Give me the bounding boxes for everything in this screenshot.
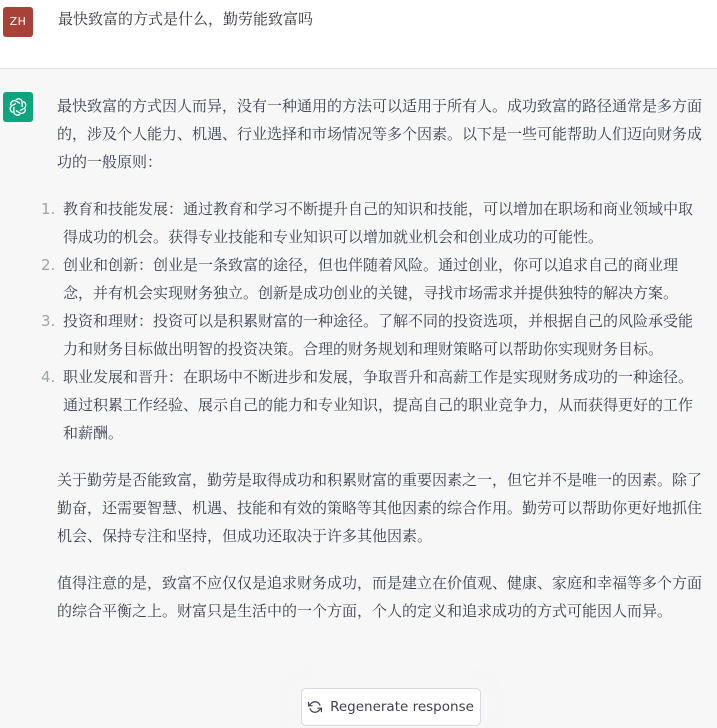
list-item-number: 4. <box>41 368 56 386</box>
user-avatar: ZH <box>3 7 33 37</box>
list-item-number: 1. <box>41 200 56 218</box>
user-message-row <box>0 0 717 69</box>
list-item-text: 创业和创新：创业是一条致富的途径，但也伴随着风险。通过创业，你可以追求自己的商业理念，并有机会实现财务独立。创新是成功创业的关键，寻找市场需求并提供独特的解决方案。 <box>63 256 679 302</box>
regenerate-response-button[interactable] <box>301 688 481 726</box>
regenerate-label: Regenerate response <box>330 699 474 715</box>
user-message-text: 最快致富的方式是什么，勤劳能致富吗 <box>58 10 314 28</box>
answer-paragraph-diligence: 关于勤劳是否能致富，勤劳是取得成功和积累财富的重要因素之一，但它并不是唯一的因素。除了勤奋，还需要智慧、机遇、技能和有效的策略等其他因素的综合作用。勤劳可以帮助你更好地抓住机会、保持专注和坚持，但成功还取决于许多其他因素。 <box>57 471 703 545</box>
list-item-number: 2. <box>41 256 56 274</box>
list-item-text: 教育和技能发展：通过教育和学习不断提升自己的知识和技能，可以增加在职场和商业领域中取得成功的机会。获得专业技能和专业知识可以增加就业机会和创业成功的可能性。 <box>63 200 694 246</box>
list-item-text: 投资和理财：投资可以是积累财富的一种途径。了解不同的投资选项，并根据自己的风险承受能力和财务目标做出明智的投资决策。合理的财务规划和理财策略可以帮助你实现财务目标。 <box>63 312 694 358</box>
list-item <box>41 307 705 363</box>
refresh-icon <box>308 700 322 714</box>
list-item <box>41 251 705 307</box>
answer-paragraph-balance: 值得注意的是，致富不应仅仅是追求财务成功，而是建立在价值观、健康、家庭和幸福等多个方面的综合平衡之上。财富只是生活中的一个方面，个人的定义和追求成功的方式可能因人而异。 <box>57 574 703 620</box>
list-item <box>41 195 705 251</box>
principles-list <box>41 195 705 447</box>
answer-intro: 最快致富的方式因人而异，没有一种通用的方法可以适用于所有人。成功致富的路径通常是多方面的，涉及个人能力、机遇、行业选择和市场情况等多个因素。以下是一些可能帮助人们迈向财务成功的一般原则： <box>57 97 703 171</box>
assistant-answer <box>41 92 705 625</box>
openai-logo-icon <box>3 92 33 122</box>
assistant-message-row <box>0 69 717 728</box>
list-item <box>41 363 705 447</box>
list-item-text: 职业发展和晋升：在职场中不断进步和发展，争取晋升和高薪工作是实现财务成功的一种途径。通过积累工作经验、展示自己的能力和专业知识，提高自己的职业竞争力，从而获得更好的工作和薪酬。 <box>63 368 694 442</box>
list-item-number: 3. <box>41 312 56 330</box>
